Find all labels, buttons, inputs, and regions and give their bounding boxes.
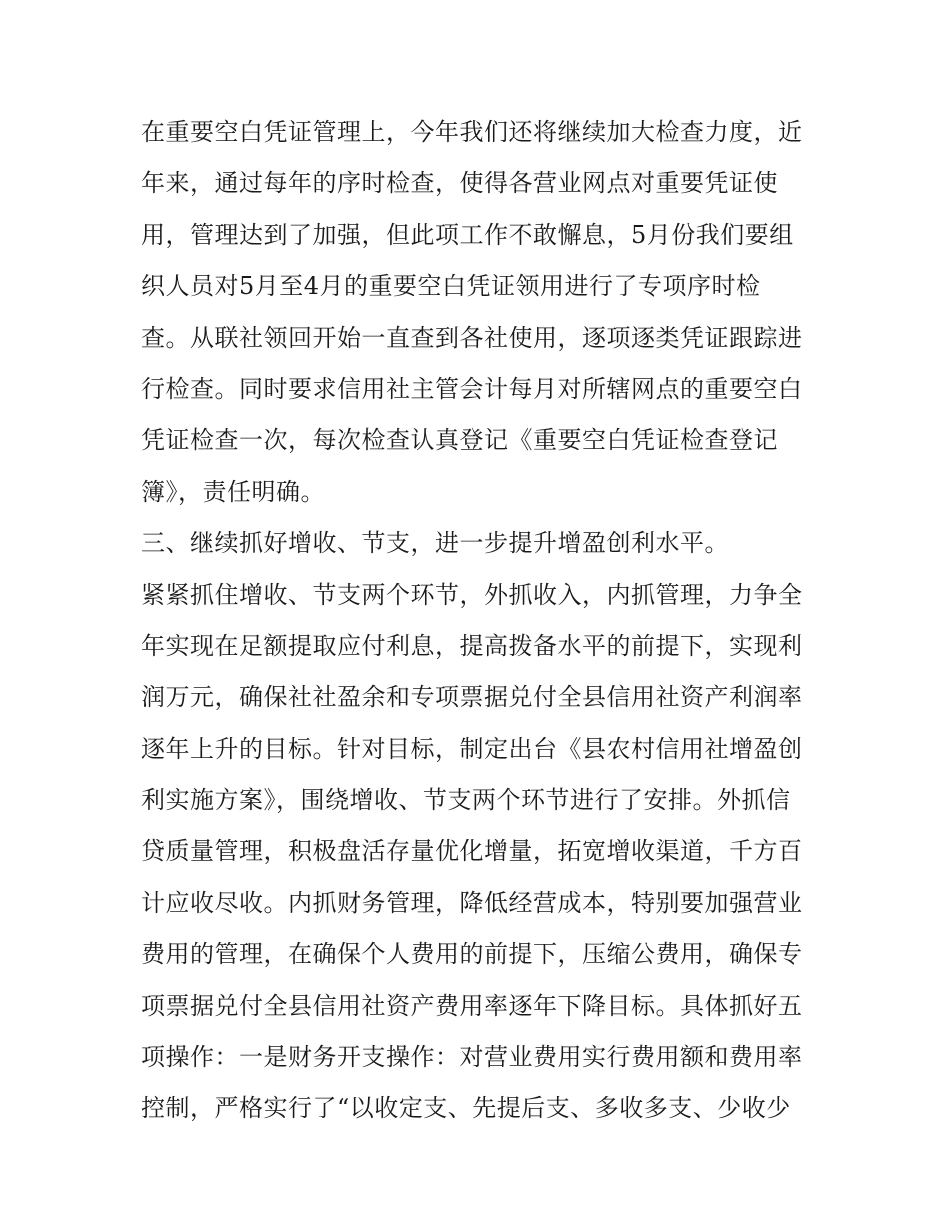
text-line: 用，管理达到了加强，但此项工作不敢懈息，5月份我们要组: [141, 220, 794, 249]
body-text: [141, 107, 821, 1135]
text-line: 费用的管理，在确保个人费用的前提下，压缩公费用，确保专: [141, 940, 803, 969]
text-line: 年来，通过每年的序时检查，使得各营业网点对重要凭证使: [141, 169, 778, 198]
text-line: 项票据兑付全县信用社资产费用率逐年下降目标。具体抓好五: [141, 991, 803, 1020]
text-line: 簿》，责任明确。: [141, 477, 325, 506]
text-line: 行检查。同时要求信用社主管会计每月对所辖网点的重要空白: [141, 374, 803, 403]
text-line: 贷质量管理，积极盘活存量优化增量，拓宽增收渠道，千方百: [141, 837, 803, 866]
text-line: 项操作：一是财务开支操作：对营业费用实行费用额和费用率: [141, 1043, 803, 1072]
text-line: 利实施方案》，围绕增收、节支两个环节进行了安排。外抓信: [141, 786, 791, 815]
text-line: 控制，严格实行了“以收定支、先提后支、多收多支、少收少: [141, 1094, 791, 1123]
section-heading: 三、继续抓好增收、节支，进一步提升增盈创利水平。: [141, 529, 729, 558]
text-line: 凭证检查一次，每次检查认真登记《重要空白凭证检查登记: [141, 426, 778, 455]
text-line: 计应收尽收。内抓财务管理，降低经营成本，特别要加强营业: [141, 888, 803, 917]
text-line: 查。从联社领回开始一直查到各社使用，逐项逐类凭证跟踪进: [141, 323, 803, 352]
text-line: 在重要空白凭证管理上，今年我们还将继续加大检查力度，近: [141, 118, 803, 146]
text-line: 润万元，确保社社盈余和专项票据兑付全县信用社资产利润率: [141, 683, 803, 712]
text-line: 紧紧抓住增收、节支两个环节，外抓收入，内抓管理，力争全: [141, 580, 803, 609]
text-line: 年实现在足额提取应付利息，提高拨备水平的前提下，实现利: [141, 631, 803, 660]
text-line: 逐年上升的目标。针对目标，制定出台《县农村信用社增盈创: [141, 734, 803, 763]
text-line: 织人员对5月至4月的重要空白凭证领用进行了专项序时检: [141, 272, 761, 301]
